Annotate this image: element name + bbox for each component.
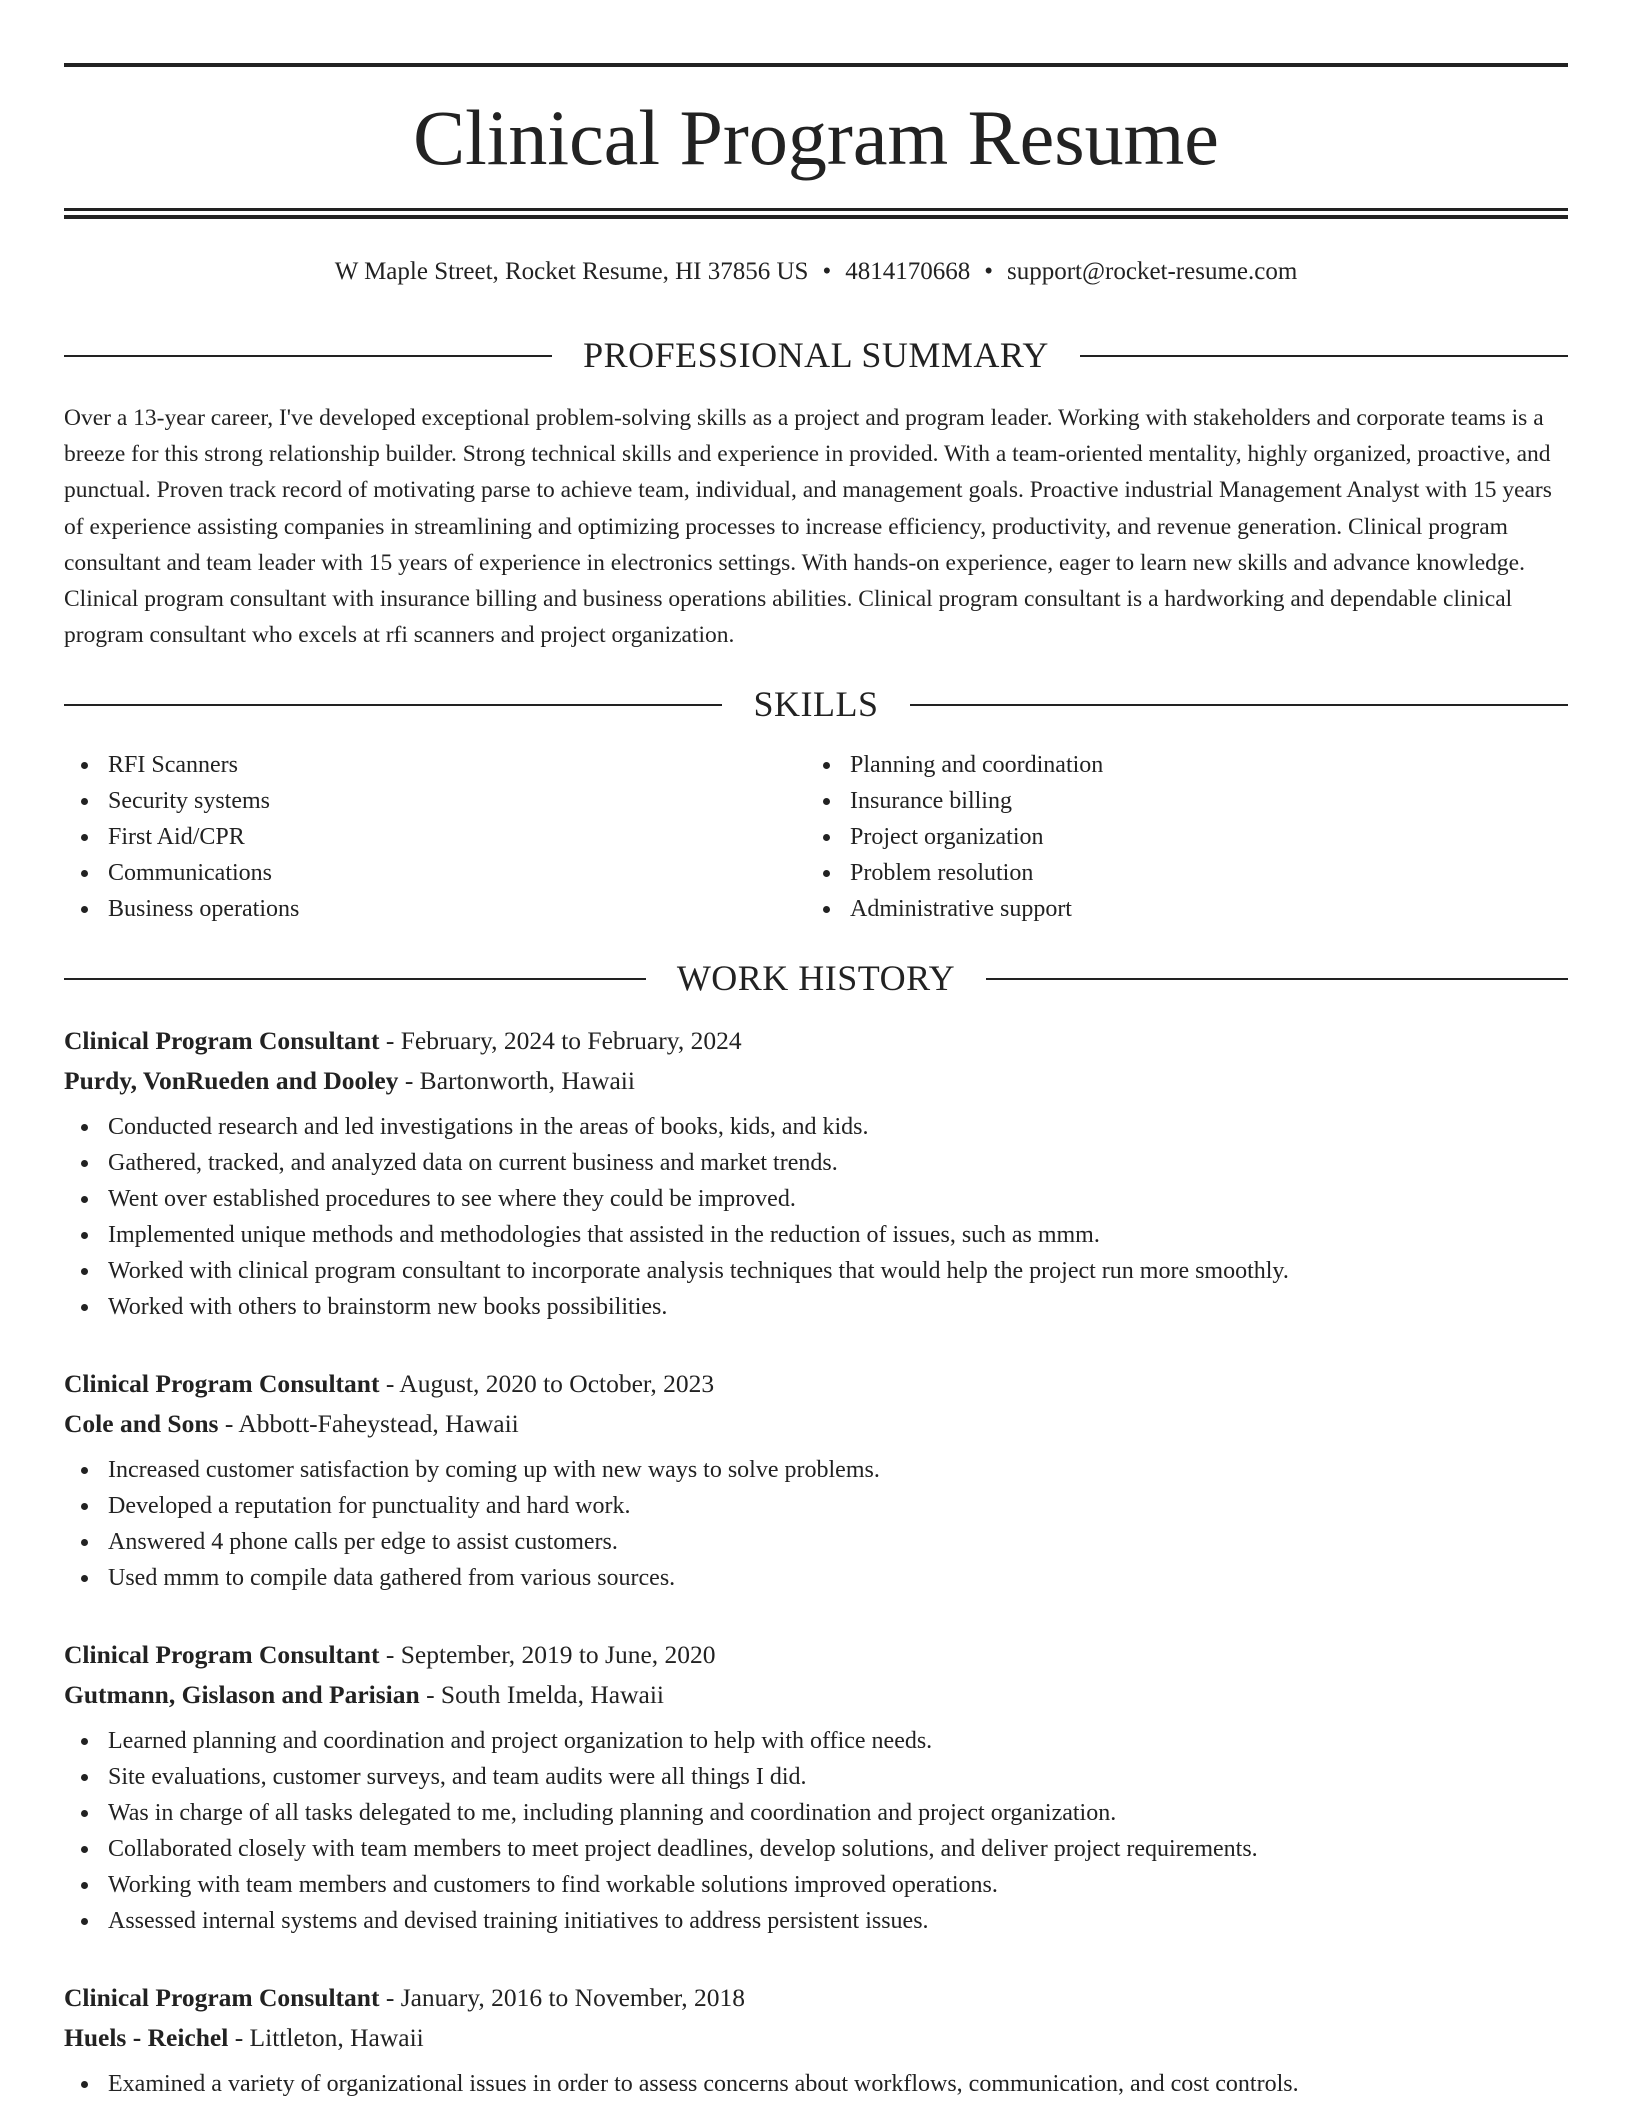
job-bullets <box>64 1723 1568 1939</box>
header-double-rule-lower <box>64 215 1568 219</box>
job-bullet: Site evaluations, customer surveys, and team audits were all things I did. <box>64 1759 1568 1795</box>
job-bullet: Gathered, tracked, and analyzed data on current business and market trends. <box>64 1145 1568 1181</box>
job-bullet: Developed a reputation for punctuality and hard work. <box>64 1488 1568 1524</box>
job-location: - Bartonworth, Hawaii <box>404 1066 635 1095</box>
job-bullet: Answered 4 phone calls per edge to assist customers. <box>64 1524 1568 1560</box>
skill-item: Planning and coordination <box>806 747 1506 783</box>
resume-title: Clinical Program Resume <box>413 94 1219 181</box>
skill-item: Communications <box>64 855 764 891</box>
job-bullet: Working with team members and customers to find workable solutions improved operations. <box>64 1867 1568 1903</box>
job-dates: - August, 2020 to October, 2023 <box>385 1369 715 1398</box>
job-bullet: Worked with others to brainstorm new books possibilities. <box>64 1289 1568 1325</box>
job-title: Clinical Program Consultant <box>64 1026 380 1055</box>
job-company: Gutmann, Gislason and Parisian <box>64 1680 420 1709</box>
job-bullet: Increased customer satisfaction by coming up with new ways to solve problems. <box>64 1452 1568 1488</box>
job-bullet: Examined a variety of organizational issues in order to assess concerns about workflows, communication, and cost controls. <box>64 2066 1568 2102</box>
skills-heading: SKILLS <box>753 684 879 724</box>
job-dates: - September, 2019 to June, 2020 <box>385 1640 716 1669</box>
job-bullet: Went over established procedures to see where they could be improved. <box>64 1181 1568 1217</box>
job-bullet: Was in charge of all tasks delegated to me, including planning and coordination and project organization. <box>64 1795 1568 1831</box>
job-company: Huels - Reichel <box>64 2023 229 2052</box>
job-bullets <box>64 1109 1568 1325</box>
job-dates: - February, 2024 to February, 2024 <box>385 1026 742 1055</box>
summary-paragraph: Over a 13-year career, I've developed exceptional problem-solving skills as a project and program leader. Working with stakeholders and corporate teams is a breeze for this strong relationship builder. Strong technical skills and experience in provided. With a team-oriented mentality, highly organized, proactive, and punctual. Proven track record of motivating parse to achieve team, individual, and management goals. Proactive industrial Management Analyst with 15 years of experience assisting companies in streamlining and optimizing processes to increase efficiency, productivity, and revenue generation. Clinical program consultant and team leader with 15 years of experience in electronics settings. With hands-on experience, eager to learn new skills and advance knowledge. Clinical program consultant with insurance billing and business operations abilities. Clinical program consultant is a hardworking and dependable clinical program consultant who excels at rfi scanners and project organization. <box>64 405 1552 649</box>
skill-item: RFI Scanners <box>64 747 764 783</box>
skill-item: First Aid/CPR <box>64 819 764 855</box>
job-entry <box>64 1635 1568 1939</box>
job-title: Clinical Program Consultant <box>64 1369 380 1398</box>
job-company: Purdy, VonRueden and Dooley <box>64 1066 399 1095</box>
skill-item: Administrative support <box>806 891 1506 927</box>
contact-separator: • <box>822 258 832 285</box>
job-location: - Littleton, Hawaii <box>234 2023 424 2052</box>
job-bullet: Used mmm to compile data gathered from various sources. <box>64 1560 1568 1596</box>
contact-line <box>0 256 1632 288</box>
contact-address: W Maple Street, Rocket Resume, HI 37856 US <box>334 258 809 285</box>
work-section-heading <box>64 958 1568 998</box>
skill-item: Security systems <box>64 783 764 819</box>
heading-rule-right <box>1080 355 1568 357</box>
skills-section-heading <box>64 684 1568 724</box>
job-bullet: Collaborated closely with team members to meet project deadlines, develop solutions, and deliver project requirements. <box>64 1831 1568 1867</box>
header-top-rule <box>64 63 1568 67</box>
skill-item: Insurance billing <box>806 783 1506 819</box>
job-title: Clinical Program Consultant <box>64 1640 380 1669</box>
job-title: Clinical Program Consultant <box>64 1983 380 2012</box>
heading-rule-right <box>986 978 1568 980</box>
job-entry <box>64 1978 1568 2102</box>
job-company: Cole and Sons <box>64 1409 219 1438</box>
work-heading: WORK HISTORY <box>676 958 956 998</box>
header-double-rule-upper <box>64 208 1568 211</box>
skill-item: Project organization <box>806 819 1506 855</box>
summary-section-heading <box>64 335 1568 375</box>
skills-list-left <box>64 747 764 927</box>
job-bullet: Implemented unique methods and methodologies that assisted in the reduction of issues, such as mmm. <box>64 1217 1568 1253</box>
job-entry <box>64 1364 1568 1596</box>
job-bullet: Conducted research and led investigations in the areas of books, kids, and kids. <box>64 1109 1568 1145</box>
contact-separator: • <box>984 258 993 285</box>
job-bullet: Assessed internal systems and devised training initiatives to address persistent issues. <box>64 1903 1568 1939</box>
job-bullets <box>64 1452 1568 1596</box>
skill-item: Problem resolution <box>806 855 1506 891</box>
job-bullets <box>64 2066 1568 2102</box>
job-location: - Abbott-Faheystead, Hawaii <box>224 1409 519 1438</box>
contact-phone: 4814170668 <box>845 258 971 285</box>
job-bullet: Learned planning and coordination and project organization to help with office needs. <box>64 1723 1568 1759</box>
skill-item: Business operations <box>64 891 764 927</box>
contact-email: support@rocket-resume.com <box>1007 258 1298 285</box>
job-dates: - January, 2016 to November, 2018 <box>385 1983 746 2012</box>
heading-rule-right <box>910 704 1568 706</box>
summary-heading: PROFESSIONAL SUMMARY <box>583 335 1049 375</box>
job-bullet: Worked with clinical program consultant to incorporate analysis techniques that would help the project run more smoothly. <box>64 1253 1568 1289</box>
job-location: - South Imelda, Hawaii <box>426 1680 665 1709</box>
skills-list-right <box>806 747 1506 927</box>
job-entry <box>64 1021 1568 1325</box>
